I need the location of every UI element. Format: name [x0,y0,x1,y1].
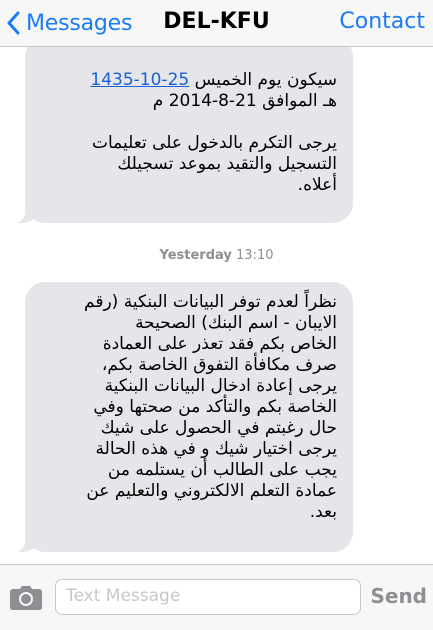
message-line: عمادة التعلم الالكتروني والتعليم عن [86,481,337,501]
message-line: يرجى التكرم بالدخول على تعليمات [91,133,337,153]
timestamp-day: Yesterday [159,248,232,263]
message-line: هـ الموافق 21-8-2014 م [152,91,337,111]
message-line: صرف مكافأة التفوق الخاصة بكم، [101,355,337,375]
send-button[interactable]: Send [370,584,427,608]
message-line: يرجى اختيار شيك و في هذه الحالة [95,439,337,459]
contact-button[interactable]: Contact [339,9,425,34]
conversation-title: DEL-KFU [163,9,270,34]
message-line: بعد. [309,502,337,522]
message-line: يرجى إعادة ادخال البيانات البنكية [104,376,337,396]
camera-button[interactable] [9,585,43,615]
timestamp-time: 13:10 [236,248,274,263]
message-input[interactable]: Text Message [55,579,361,615]
message-line: حال رغبتم في الحصول على شيك [100,418,337,438]
message-thread[interactable] [0,47,433,564]
date-link[interactable]: 25-10-1435 [90,70,190,90]
message-bubble[interactable] [25,47,353,223]
message-bubble[interactable] [25,282,353,552]
message-line: نظراً لعدم توفر البيانات البنكية (رقم [84,292,337,312]
message-line: الايبان - اسم البنك) الصحيحة [135,313,337,333]
back-label: Messages [26,10,133,36]
message-timestamp [0,248,433,263]
message-line: الخاصة بكم والتأكد من صحتها وفي [93,397,337,417]
nav-bar [0,0,433,47]
message-text: سيكون يوم الخميس [189,70,337,90]
message-line [39,70,337,91]
message-line: الخاص بكم فقد تعذر على العمادة [102,334,337,354]
composer-bar [0,564,433,630]
message-line: التسجيل والتقيد بموعد تسجيلك [117,154,337,174]
message-spacer [39,112,337,133]
message-line: يجب على الطالب أن يستلمه من [107,460,337,480]
message-line: أعلاه. [297,175,337,195]
camera-icon [9,585,43,611]
